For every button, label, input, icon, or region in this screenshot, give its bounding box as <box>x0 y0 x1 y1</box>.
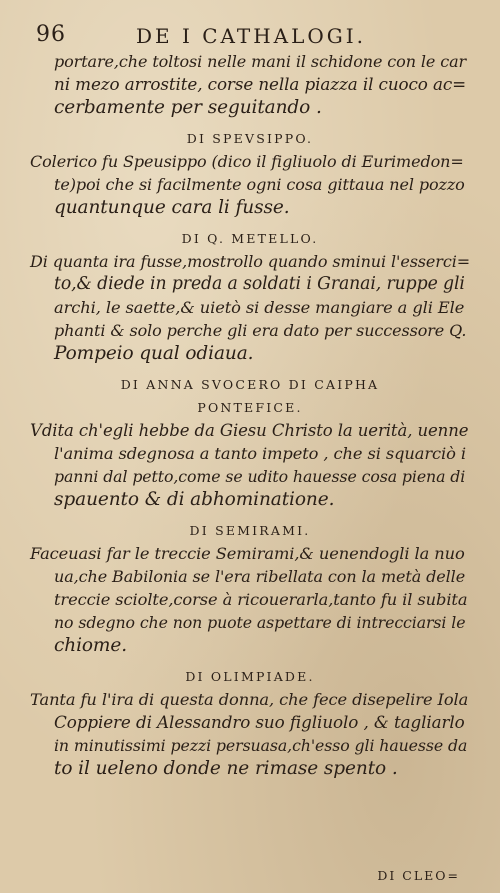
text-line: no sdegno che non puote aspettare di intrecciarsi le <box>54 613 466 632</box>
text-line: Vdita ch'egli hebbe da Giesu Christo la uerità, uenne <box>30 421 469 440</box>
section-heading: DI SEMIRAMI. <box>189 523 311 538</box>
text-line: cerbamente per seguitando . <box>54 97 322 118</box>
text-line: treccie sciolte,corse à ricouerarla,tanto fu il subita <box>54 590 468 609</box>
text-block <box>30 50 470 780</box>
text-line: ua,che Babilonia se l'era ribellata con la metà delle <box>54 567 466 586</box>
text-line: Faceuasi far le treccie Semirami,& uenendogli la nuo <box>30 544 465 563</box>
page-number: 96 <box>36 22 66 47</box>
text-line: quantunque cara li fusse. <box>54 197 290 218</box>
text-line: Di quanta ira fusse,mostrollo quando sminui l'esserci= <box>30 252 471 271</box>
text-line: Colerico fu Speusippo (dico il figliuolo di Eurimedon= <box>30 152 464 171</box>
text-line: te)poi che si facilmente ogni cosa gittaua nel pozzo <box>54 175 465 194</box>
section-speusippo <box>30 127 470 219</box>
section-metello <box>30 227 470 365</box>
text-line: spauento & di abhominatione. <box>54 489 335 510</box>
text-line: panni dal petto,come se udito hauesse cosa piena di <box>54 467 466 486</box>
section-semirami <box>30 519 470 657</box>
section-olimpiade <box>30 665 470 780</box>
text-line: in minutissimi pezzi persuasa,ch'esso gli hauesse da <box>54 736 468 755</box>
catchword: DI CLEO= <box>377 868 460 883</box>
text-line: Pompeio qual odiaua. <box>54 343 254 364</box>
text-line: l'anima sdegnosa a tanto impeto , che si squarciò i <box>54 444 466 463</box>
text-line: ni mezo arrostite, corse nella piazza il cuoco ac= <box>54 74 467 94</box>
section-intro <box>30 50 470 119</box>
text-line: Coppiere di Alessandro suo figliuolo , & tagliarlo <box>54 712 465 732</box>
section-heading: DI Q. METELLO. <box>181 231 319 246</box>
text-line: phanti & solo perche gli era dato per successore Q. <box>54 321 467 340</box>
section-heading: DI OLIMPIADE. <box>185 669 315 684</box>
section-heading: DI SPEVSIPPO. <box>186 131 314 146</box>
section-heading-continued: PONTEFICE. <box>197 400 303 415</box>
running-head: DE I CATHALOGI. <box>136 24 367 48</box>
text-line: Tanta fu l'ira di questa donna, che fece disepelire Iola <box>30 690 469 709</box>
text-line: to il ueleno donde ne rimase spento . <box>54 758 398 779</box>
section-anna <box>30 373 470 511</box>
section-heading: DI ANNA SVOCERO DI CAIPHA <box>120 377 380 392</box>
text-line: portare,che toltosi nelle mani il schidone con le car <box>54 52 467 71</box>
text-line: chiome. <box>54 635 128 656</box>
text-line: archi, le saette,& uietò si desse mangiare a gli Ele <box>54 298 465 317</box>
text-line: to,& diede in preda a soldati i Granai, ruppe gli <box>54 274 465 294</box>
